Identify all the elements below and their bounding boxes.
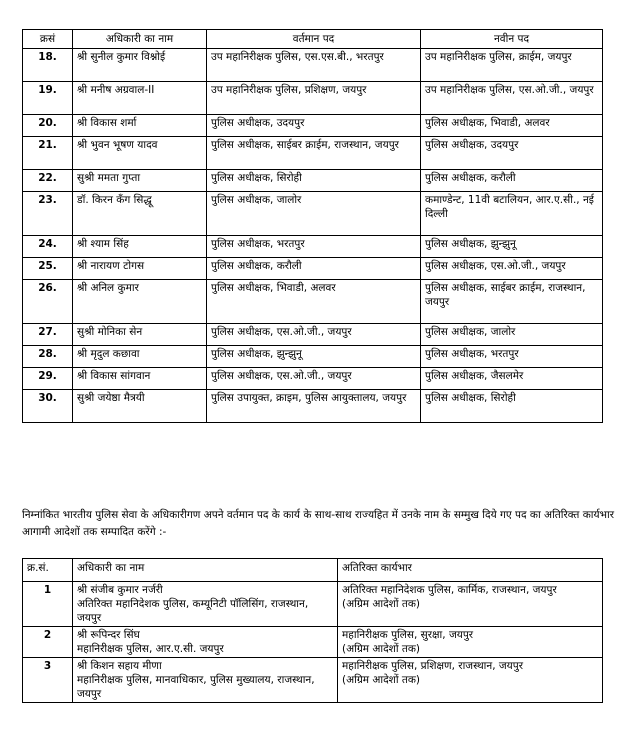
new-post-cell: उप महानिरीक्षक पुलिस, क्राईम, जयपुर: [421, 49, 603, 82]
table-row: [23, 115, 603, 137]
new-post-cell: कमाण्डेन्ट, 11वी बटालियन, आर.ए.सी., नई दिल्ली: [421, 192, 603, 236]
serial-cell: 28.: [23, 346, 73, 368]
current-post-cell: उप महानिरीक्षक पुलिस, प्रशिक्षण, जयपुर: [207, 82, 421, 115]
table-row: [23, 137, 603, 170]
new-post-cell: पुलिस अधीक्षक, करौली: [421, 170, 603, 192]
officer-cell: [73, 582, 338, 627]
table-row: [23, 390, 603, 423]
new-post-cell: पुलिस अधीक्षक, सिरोही: [421, 390, 603, 423]
current-post-cell: उप महानिरीक्षक पुलिस, एस.एस.बी., भरतपुर: [207, 49, 421, 82]
table-row: [23, 192, 603, 236]
additional-charge-post: महानिरीक्षक पुलिस, सुरक्षा, जयपुर: [342, 629, 474, 641]
officer-designation: महानिरीक्षक पुलिस, आर.ए.सी. जयपुर: [77, 643, 224, 655]
officer-name-cell: श्री सुनील कुमार विश्नोई: [73, 49, 207, 82]
serial-cell: 2: [23, 627, 73, 658]
additional-charge-cell: [338, 627, 603, 658]
officer-name-cell: श्री विकास शर्मा: [73, 115, 207, 137]
officer-name: श्री संजीब कुमार नर्जरी: [77, 584, 163, 596]
new-post-cell: पुलिस अधीक्षक, जालोर: [421, 324, 603, 346]
additional-charge-cell: [338, 658, 603, 703]
table-row: [23, 258, 603, 280]
serial-cell: 1: [23, 582, 73, 627]
transfer-table: [22, 29, 603, 423]
until-further-orders-note: (अग्रिम आदेशों तक): [342, 598, 421, 610]
new-post-cell: पुलिस अधीक्षक, झुन्झुनू: [421, 236, 603, 258]
current-post-cell: पुलिस अधीक्षक, भरतपुर: [207, 236, 421, 258]
current-post-cell: पुलिस उपायुक्त, क्राइम, पुलिस आयुक्तालय, जयपुर: [207, 390, 421, 423]
serial-cell: 21.: [23, 137, 73, 170]
serial-cell: 22.: [23, 170, 73, 192]
current-post-cell: पुलिस अधीक्षक, करौली: [207, 258, 421, 280]
header-new-post: नवीन पद: [421, 30, 603, 49]
additional-charge-table-header: [23, 559, 603, 582]
table-row: [23, 82, 603, 115]
additional-charge-paragraph: निम्नांकित भारतीय पुलिस सेवा के अधिकारीगण अपने वर्तमान पद के कार्य के साथ-साथ राज्यहित में उनके नाम के सम्मुख दिये गए पद का अतिरिक्त कार्यभार आगामी आदेशों तक सम्पादित करेंगे :-: [22, 509, 615, 538]
table-row: [23, 236, 603, 258]
officer-cell: [73, 627, 338, 658]
additional-charge-post: अतिरिक्त महानिदेशक पुलिस, कार्मिक, राजस्थान, जयपुर: [342, 584, 557, 596]
table-row: [23, 49, 603, 82]
table-row: [23, 582, 603, 627]
serial-cell: 27.: [23, 324, 73, 346]
additional-charge-post: महानिरीक्षक पुलिस, प्रशिक्षण, राजस्थान, जयपुर: [342, 660, 524, 672]
current-post-cell: पुलिस अधीक्षक, जालोर: [207, 192, 421, 236]
officer-name-cell: श्री श्याम सिंह: [73, 236, 207, 258]
transfer-table-header: [23, 30, 603, 49]
current-post-cell: पुलिस अधीक्षक, उदयपुर: [207, 115, 421, 137]
new-post-cell: पुलिस अधीक्षक, साईबर क्राईम, राजस्थान, जयपुर: [421, 280, 603, 324]
current-post-cell: पुलिस अधीक्षक, साईबर क्राईम, राजस्थान, जयपुर: [207, 137, 421, 170]
until-further-orders-note: (अग्रिम आदेशों तक): [342, 643, 421, 655]
table-row: [23, 280, 603, 324]
current-post-cell: पुलिस अधीक्षक, भिवाडी, अलवर: [207, 280, 421, 324]
new-post-cell: पुलिस अधीक्षक, भरतपुर: [421, 346, 603, 368]
additional-charge-cell: [338, 582, 603, 627]
serial-cell: 19.: [23, 82, 73, 115]
officer-designation: अतिरिक्त महानिदेशक पुलिस, कम्यूनिटी पॉलिसिंग, राजस्थान, जयपुर: [77, 598, 309, 624]
officer-designation: महानिरीक्षक पुलिस, मानवाधिकार, पुलिस मुख्यालय, राजस्थान, जयपुर: [77, 674, 315, 700]
table-row: [23, 658, 603, 703]
serial-cell: 30.: [23, 390, 73, 423]
current-post-cell: पुलिस अधीक्षक, झुन्झुनू: [207, 346, 421, 368]
new-post-cell: पुलिस अधीक्षक, उदयपुर: [421, 137, 603, 170]
new-post-cell: पुलिस अधीक्षक, जैसलमेर: [421, 368, 603, 390]
officer-name: श्री रूपिन्दर सिंघ: [77, 629, 140, 641]
serial-cell: 26.: [23, 280, 73, 324]
header-serial: क्रसं: [23, 30, 73, 49]
officer-name-cell: श्री मृदुल कछावा: [73, 346, 207, 368]
new-post-cell: पुलिस अधीक्षक, एस.ओ.जी., जयपुर: [421, 258, 603, 280]
officer-cell: [73, 658, 338, 703]
serial-cell: 20.: [23, 115, 73, 137]
officer-name: श्री किशन सहाय मीणा: [77, 660, 162, 672]
officer-name-cell: श्री अनिल कुमार: [73, 280, 207, 324]
new-post-cell: पुलिस अधीक्षक, भिवाडी, अलवर: [421, 115, 603, 137]
officer-name-cell: श्री विकास सांगवान: [73, 368, 207, 390]
table-row: [23, 627, 603, 658]
table-row: [23, 368, 603, 390]
serial-cell: 24.: [23, 236, 73, 258]
header-serial: क्र.सं.: [23, 559, 73, 582]
table-row: [23, 346, 603, 368]
serial-cell: 23.: [23, 192, 73, 236]
new-post-cell: उप महानिरीक्षक पुलिस, एस.ओ.जी., जयपुर: [421, 82, 603, 115]
header-officer-name: अधिकारी का नाम: [73, 30, 207, 49]
serial-cell: 18.: [23, 49, 73, 82]
officer-name-cell: श्री भुवन भूषण यादव: [73, 137, 207, 170]
header-officer-name: अधिकारी का नाम: [73, 559, 338, 582]
officer-name-cell: सुश्री ममता गुप्ता: [73, 170, 207, 192]
officer-name-cell: सुश्री मोनिका सेन: [73, 324, 207, 346]
current-post-cell: पुलिस अधीक्षक, सिरोही: [207, 170, 421, 192]
header-additional-charge: अतिरिक्त कार्यभार: [338, 559, 603, 582]
serial-cell: 29.: [23, 368, 73, 390]
officer-name-cell: श्री नारायण टोगस: [73, 258, 207, 280]
officer-name-cell: डॉ. किरन कँग सिद्धू: [73, 192, 207, 236]
serial-cell: 25.: [23, 258, 73, 280]
table-row: [23, 324, 603, 346]
until-further-orders-note: (अग्रिम आदेशों तक): [342, 674, 421, 686]
current-post-cell: पुलिस अधीक्षक, एस.ओ.जी., जयपुर: [207, 324, 421, 346]
serial-cell: 3: [23, 658, 73, 703]
header-current-post: वर्तमान पद: [207, 30, 421, 49]
current-post-cell: पुलिस अधीक्षक, एस.ओ.जी., जयपुर: [207, 368, 421, 390]
additional-charge-table: [22, 558, 603, 703]
officer-name-cell: सुश्री जयेष्ठा मैत्रयी: [73, 390, 207, 423]
table-row: [23, 170, 603, 192]
officer-name-cell: श्री मनीष अग्रवाल-II: [73, 82, 207, 115]
